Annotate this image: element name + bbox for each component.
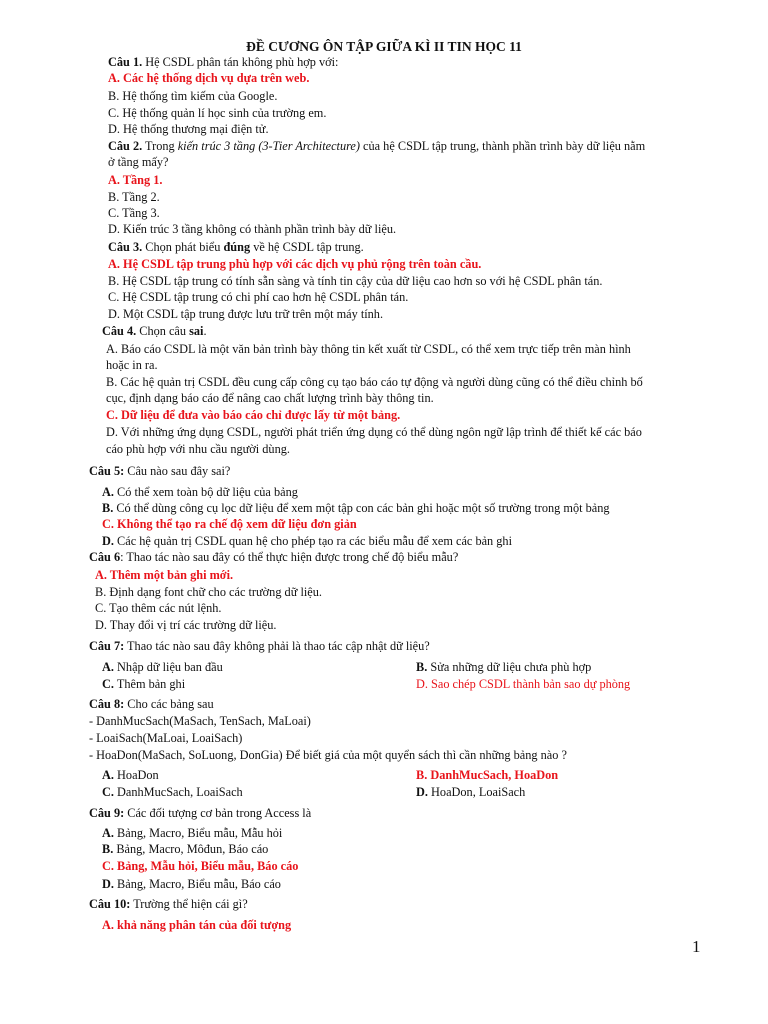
question-8-option-a: A. HoaDon xyxy=(102,768,159,782)
question-4-option-c-answer: C. Dữ liệu để đưa vào báo cáo chỉ được lấy từ một bảng. xyxy=(106,408,401,422)
question-8-stem: Câu 8: Cho các bảng sau xyxy=(89,697,214,711)
question-8-option-d: D. HoaDon, LoaiSach xyxy=(416,785,526,799)
question-label: Câu 8: xyxy=(89,697,125,711)
question-1-stem: Câu 1. Hệ CSDL phân tán không phù hợp với: xyxy=(108,55,339,69)
question-9-stem: Câu 9: Các đối tượng cơ bản trong Access là xyxy=(89,806,312,820)
question-10-option-a-answer: A. khả năng phân tán của đối tượng xyxy=(102,918,292,932)
question-3-option-b: B. Hệ CSDL tập trung có tính sẵn sàng và tính tin cậy của dữ liệu cao hơn so với hệ CSDL phân tán. xyxy=(108,274,603,288)
question-10-stem: Câu 10: Trường thể hiện cái gì? xyxy=(89,897,248,911)
question-label: Câu 5: xyxy=(89,464,125,478)
question-8-option-c: C. DanhMucSach, LoaiSach xyxy=(102,785,243,799)
question-3-option-a-answer: A. Hệ CSDL tập trung phù hợp với các dịch vụ phủ rộng trên toàn cầu. xyxy=(108,257,482,271)
question-7-option-a: A. Nhập dữ liệu ban đầu xyxy=(102,660,223,674)
question-2-stem: Câu 2. Trong kiến trúc 3 tầng (3-Tier Architecture) của hệ CSDL tập trung, thành phần trình bày dữ liệu nằm xyxy=(108,139,646,153)
question-5-stem: Câu 5: Câu nào sau đây sai? xyxy=(89,464,231,478)
question-label: Câu 9: xyxy=(89,806,125,820)
question-2-option-c: C. Tầng 3. xyxy=(108,206,160,220)
question-2-option-a-answer: A. Tầng 1. xyxy=(108,173,163,187)
question-5-option-b: B. Có thể dùng công cụ lọc dữ liệu để xem một tập con các bản ghi hoặc một số trường trong một bảng xyxy=(102,501,610,515)
document-title: ĐỀ CƯƠNG ÔN TẬP GIỮA KÌ II TIN HỌC 11 xyxy=(246,39,522,54)
question-label: Câu 3. xyxy=(108,240,143,254)
question-label: Câu 6 xyxy=(89,550,121,564)
question-3-option-d: D. Một CSDL tập trung được lưu trữ trên một máy tính. xyxy=(108,307,384,321)
question-6-option-b: B. Định dạng font chữ cho các trường dữ liệu. xyxy=(95,585,322,599)
question-4-option-a: A. Báo cáo CSDL là một văn bản trình bày thông tin kết xuất từ CSDL, có thể xem trực tiếp trên màn hình xyxy=(106,342,631,356)
question-8-table-3: - HoaDon(MaSach, SoLuong, DonGia) Để biết giá của một quyển sách thì cần những bảng nào ? xyxy=(89,748,567,762)
page-number: 1 xyxy=(692,937,701,956)
question-9-option-b: B. Bảng, Macro, Môđun, Báo cáo xyxy=(102,842,269,856)
question-1-option-d: D. Hệ thống thương mại điện tử. xyxy=(108,122,269,136)
question-3-option-c: C. Hệ CSDL tập trung có chi phí cao hơn hệ CSDL phân tán. xyxy=(108,290,409,304)
question-9-option-a: A. Bảng, Macro, Biểu mẫu, Mẫu hỏi xyxy=(102,826,283,840)
question-7-option-d-answer: D. Sao chép CSDL thành bản sao dự phòng xyxy=(416,677,631,691)
question-1-option-b: B. Hệ thống tìm kiếm của Google. xyxy=(108,89,278,103)
question-8-option-b-answer: B. DanhMucSach, HoaDon xyxy=(416,768,559,782)
question-4-option-d: D. Với những ứng dụng CSDL, người phát triển ứng dụng có thể dùng ngôn ngữ lập trình để thiết kế các báo xyxy=(106,425,642,439)
question-label: Câu 10: xyxy=(89,897,131,911)
question-label: Câu 2. xyxy=(108,139,143,153)
question-1-option-c: C. Hệ thống quản lí học sinh của trường em. xyxy=(108,106,327,120)
question-5-option-c-answer: C. Không thể tạo ra chế độ xem dữ liệu đơn giản xyxy=(102,517,357,531)
question-9-option-d: D. Bảng, Macro, Biểu mẫu, Báo cáo xyxy=(102,877,281,891)
question-2-option-b: B. Tầng 2. xyxy=(108,190,160,204)
question-4-option-b-continued: cục, định dạng báo cáo để nâng cao chất lượng trình bày thông tin. xyxy=(106,391,434,405)
question-9-option-c-answer: C. Bảng, Mẫu hỏi, Biểu mẫu, Báo cáo xyxy=(102,859,299,873)
question-3-stem: Câu 3. Chọn phát biểu đúng về hệ CSDL tập trung. xyxy=(108,240,364,254)
question-5-option-a: A. Có thể xem toàn bộ dữ liệu của bảng xyxy=(102,485,298,499)
question-7-stem: Câu 7: Thao tác nào sau đây không phải là thao tác cập nhật dữ liệu? xyxy=(89,639,430,653)
question-4-option-d-continued: cáo phù hợp với nhu cầu người dùng. xyxy=(106,442,290,456)
question-6-option-c: C. Tạo thêm các nút lệnh. xyxy=(95,601,222,615)
question-2-stem-continued: ở tầng mấy? xyxy=(108,155,169,169)
question-8-table-1: - DanhMucSach(MaSach, TenSach, MaLoai) xyxy=(89,714,311,728)
question-label: Câu 1. xyxy=(108,55,143,69)
question-4-option-b: B. Các hệ quản trị CSDL đều cung cấp công cụ tạo báo cáo tự động và người dùng cũng có thể điều chỉnh bố xyxy=(106,375,643,389)
question-6-option-d: D. Thay đổi vị trí các trường dữ liệu. xyxy=(95,618,277,632)
question-8-table-2: - LoaiSach(MaLoai, LoaiSach) xyxy=(89,731,243,745)
question-label: Câu 7: xyxy=(89,639,125,653)
question-1-option-a-answer: A. Các hệ thống dịch vụ dựa trên web. xyxy=(108,71,310,85)
question-6-option-a-answer: A. Thêm một bản ghi mới. xyxy=(95,568,234,582)
question-7-option-c: C. Thêm bản ghi xyxy=(102,677,186,691)
question-6-stem: Câu 6: Thao tác nào sau đây có thể thực hiện được trong chế độ biểu mẫu? xyxy=(89,550,459,564)
question-7-option-b: B. Sửa những dữ liệu chưa phù hợp xyxy=(416,660,592,674)
question-4-stem: Câu 4. Chọn câu sai. xyxy=(102,324,207,338)
question-4-option-a-continued: hoặc in ra. xyxy=(106,358,158,372)
question-label: Câu 4. xyxy=(102,324,137,338)
question-5-option-d: D. Các hệ quản trị CSDL quan hệ cho phép tạo ra các biểu mẫu để xem các bản ghi xyxy=(102,534,512,548)
question-2-option-d: D. Kiến trúc 3 tầng không có thành phần trình bày dữ liệu. xyxy=(108,222,397,236)
